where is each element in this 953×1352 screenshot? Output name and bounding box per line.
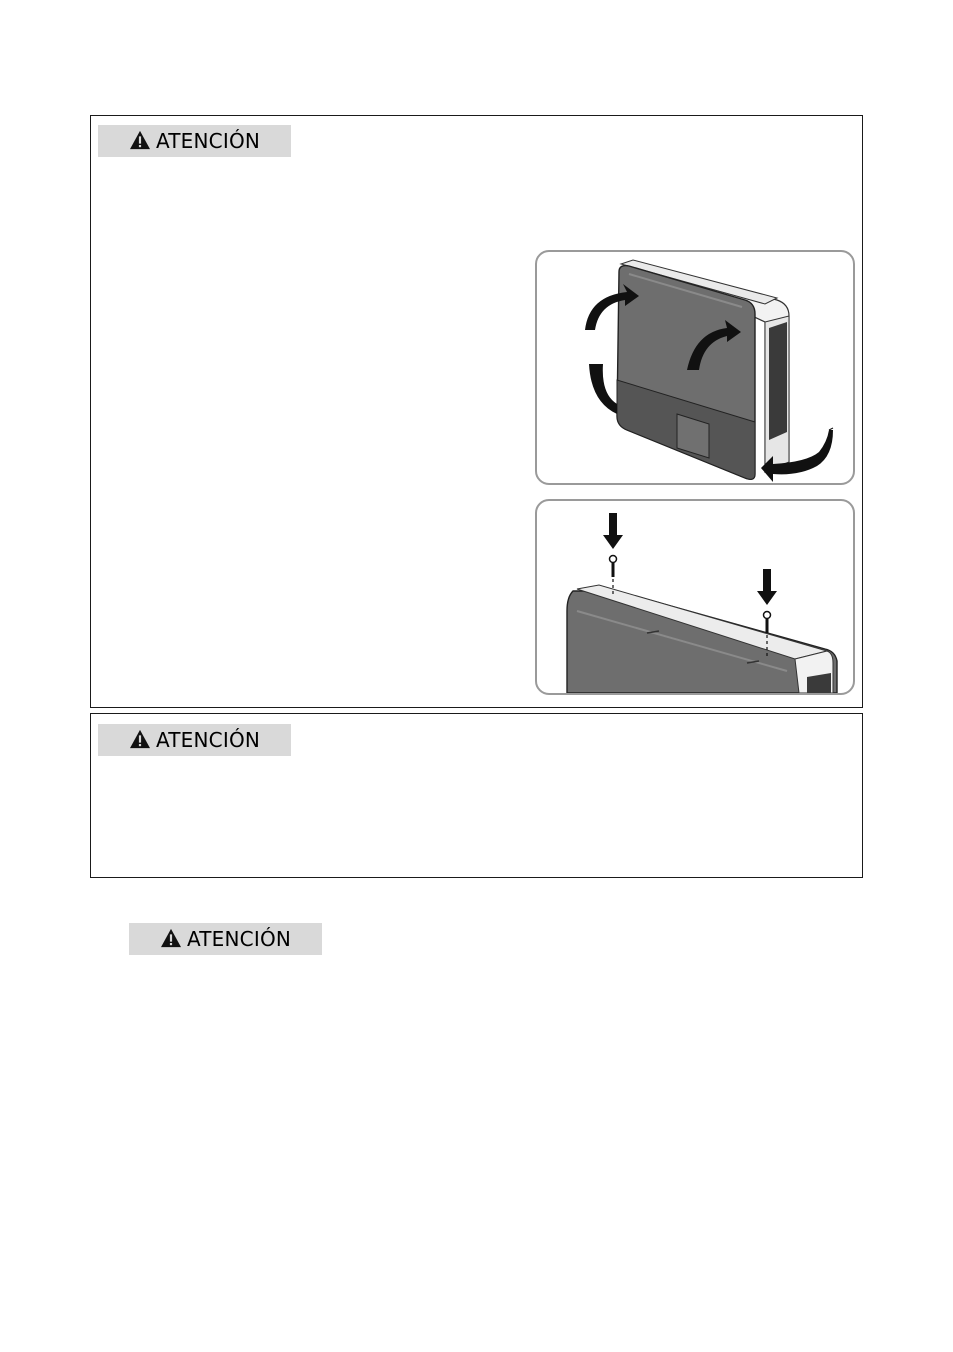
warning-triangle-icon xyxy=(129,130,151,150)
warning-box-2 xyxy=(90,713,863,878)
warning-badge xyxy=(98,724,291,756)
warning-triangle-icon xyxy=(129,729,151,749)
warning-triangle-icon xyxy=(160,928,182,948)
warning-box-1 xyxy=(90,115,863,708)
figure-screws xyxy=(535,499,855,695)
warning-label: ATENCIÓN xyxy=(155,728,261,752)
warning-badge-standalone xyxy=(129,923,322,955)
figure-lid-open xyxy=(535,250,855,485)
warning-badge xyxy=(98,125,291,157)
warning-label: ATENCIÓN xyxy=(155,129,261,153)
warning-label: ATENCIÓN xyxy=(186,927,292,951)
